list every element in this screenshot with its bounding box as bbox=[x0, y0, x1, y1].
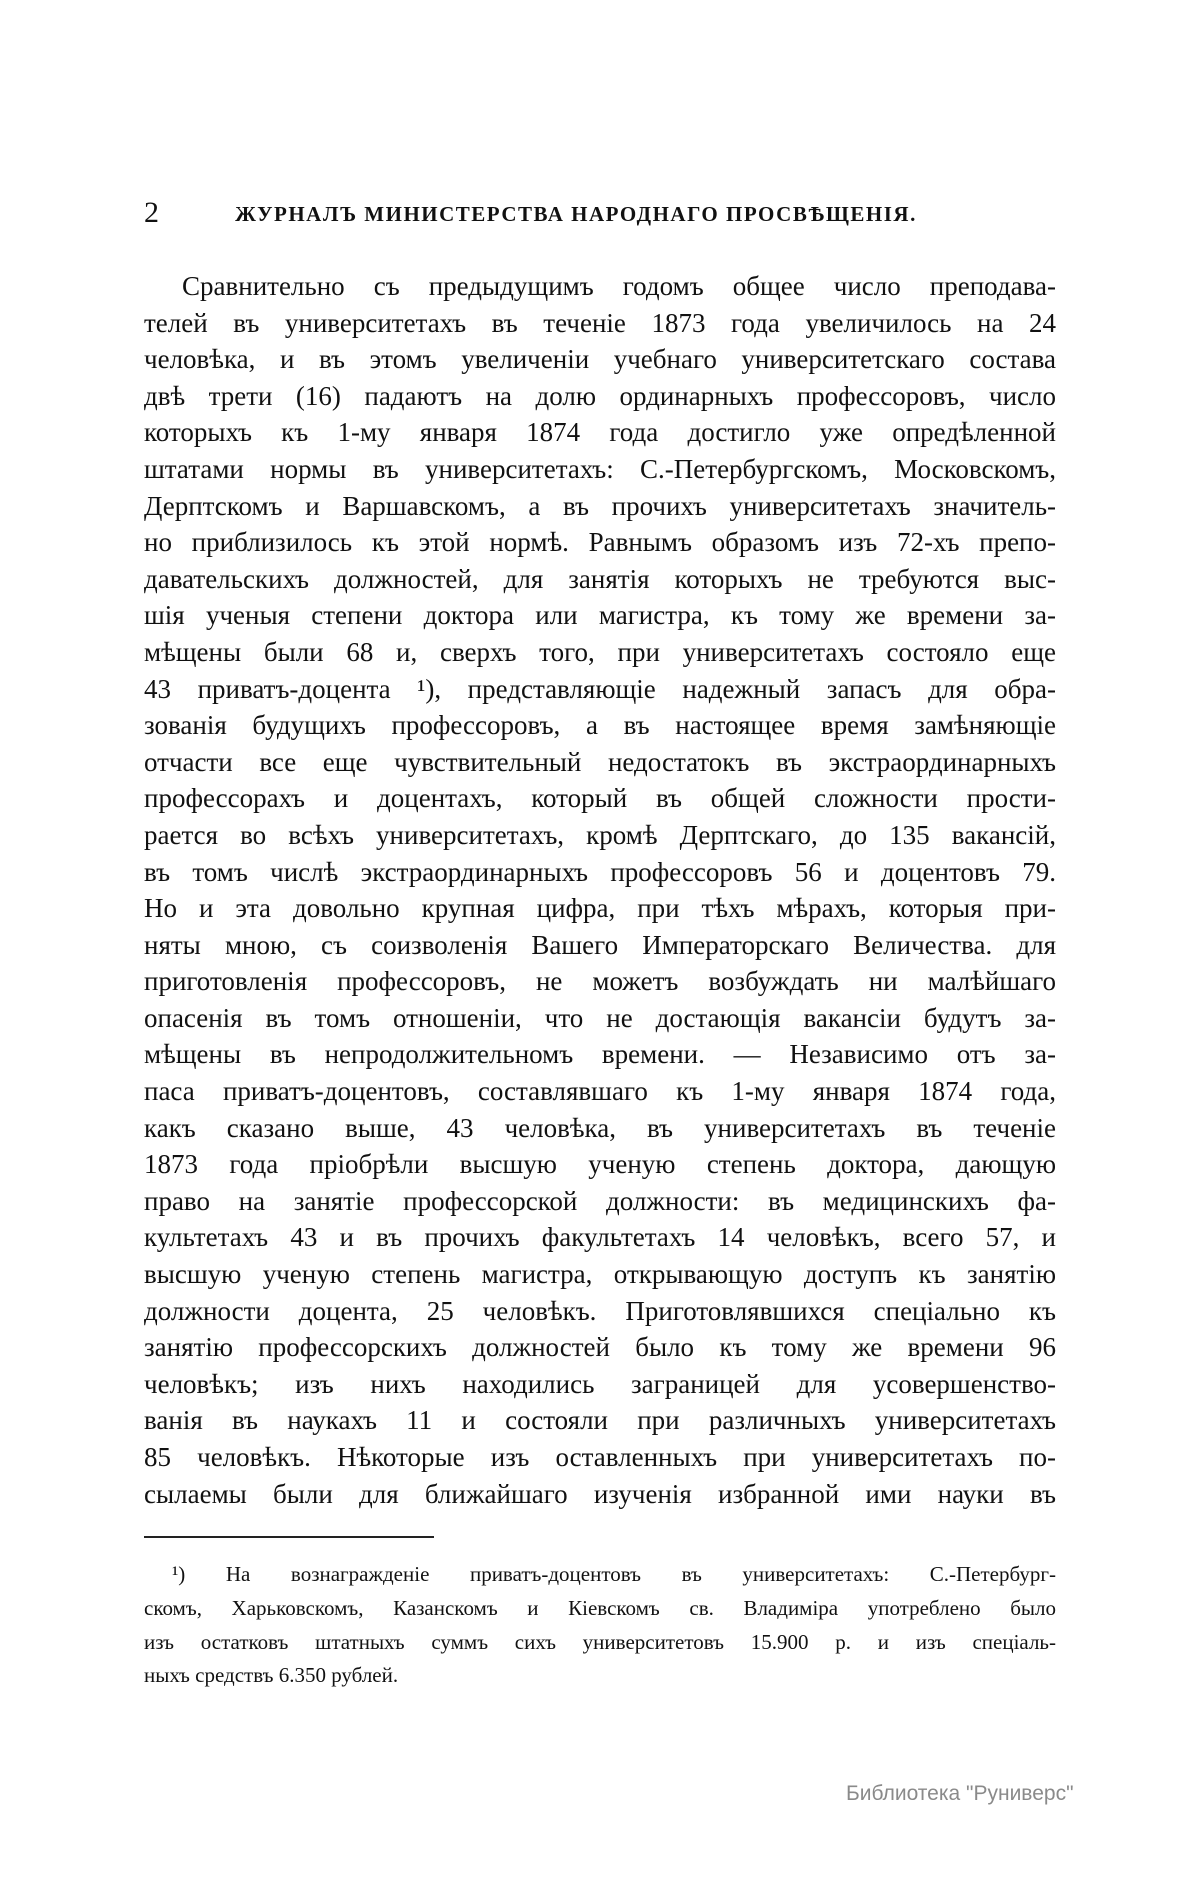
body-line: мѣщены въ непродолжительномъ времени. — Независимо отъ за- bbox=[144, 1039, 1056, 1070]
body-line: Сравнительно съ предыдущимъ годомъ общее число преподава- bbox=[182, 271, 1056, 301]
body-line: культетахъ 43 и въ прочихъ факультетахъ 14 человѣкъ, всего 57, и bbox=[144, 1222, 1056, 1253]
body-line: право на занятіе профессорской должности: въ медицинскихъ фа- bbox=[144, 1185, 1056, 1216]
body-line: опасенія въ томъ отношеніи, что не достающія вакансіи будутъ за- bbox=[144, 1002, 1056, 1033]
body-line: должности доцента, 25 человѣкъ. Приготовлявшихся спеціально къ bbox=[144, 1295, 1056, 1326]
body-line: отчасти все еще чувствительный недостатокъ въ экстраординарныхъ bbox=[144, 746, 1056, 777]
footnote bbox=[144, 1558, 1056, 1693]
footnote-line: ¹) На вознагражденіе приватъ-доцентовъ въ университетахъ: С.-Петербург- bbox=[172, 1562, 1056, 1586]
body-line: которыхъ къ 1-му января 1874 года достигло уже опредѣленной bbox=[144, 417, 1056, 448]
body-line: въ томъ числѣ экстраординарныхъ профессоровъ 56 и доцентовъ 79. bbox=[144, 856, 1056, 887]
body-line: высшую ученую степень магистра, открывающую доступъ къ занятію bbox=[144, 1259, 1056, 1290]
footnote-line: скомъ, Харьковскомъ, Казанскомъ и Кіевскомъ св. Владиміра употреблено было bbox=[144, 1595, 1056, 1620]
library-watermark: Библиотека "Руниверс" bbox=[846, 1782, 1074, 1805]
body-line: приготовленія профессоровъ, не можетъ возбуждать ни малѣйшаго bbox=[144, 966, 1056, 997]
body-line: зованія будущихъ профессоровъ, а въ настоящее время замѣняющіе bbox=[144, 710, 1056, 741]
body-line: ванія въ наукахъ 11 и состояли при различныхъ университетахъ bbox=[144, 1405, 1056, 1436]
footnote-line: изъ остатковъ штатныхъ суммъ сихъ университетовъ 15.900 р. и изъ спеціаль- bbox=[144, 1629, 1056, 1654]
body-line: 43 приватъ-доцента ¹), представляющіе надежный запасъ для обра- bbox=[144, 673, 1056, 704]
body-line: давательскихъ должностей, для занятія которыхъ не требуются выс- bbox=[144, 563, 1056, 594]
body-line: Но и эта довольно крупная цифра, при тѣхъ мѣрахъ, которыя при- bbox=[144, 893, 1056, 924]
body-line: 85 человѣкъ. Нѣкоторые изъ оставленныхъ при университетахъ по- bbox=[144, 1442, 1056, 1472]
footnote-divider bbox=[144, 1536, 434, 1538]
body-line: двѣ трети (16) падаютъ на долю ординарныхъ профессоровъ, число bbox=[144, 380, 1056, 411]
body-line: но приблизилось къ этой нормѣ. Равнымъ образомъ изъ 72-хъ препо- bbox=[144, 527, 1056, 558]
body-line: человѣкъ; изъ нихъ находились заграницей для усовершенство- bbox=[144, 1368, 1056, 1399]
body-line: Дерптскомъ и Варшавскомъ, а въ прочихъ университетахъ значитель- bbox=[144, 490, 1056, 521]
body-line: какъ сказано выше, 43 человѣка, въ университетахъ въ теченіе bbox=[144, 1112, 1056, 1143]
body-text bbox=[144, 268, 1056, 1512]
body-line: рается во всѣхъ университетахъ, кромѣ Дерптскаго, до 135 вакансій, bbox=[144, 819, 1056, 850]
body-line: няты мною, съ соизволенія Вашего Императорскаго Величества. для bbox=[144, 929, 1056, 960]
running-head: ЖУРНАЛЪ МИНИСТЕРСТВА НАРОДНАГО ПРОСВѢЩЕНІЯ. bbox=[235, 202, 917, 226]
body-line: паса приватъ-доцентовъ, составлявшаго къ 1-му января 1874 года, bbox=[144, 1076, 1056, 1107]
body-line: 1873 года пріобрѣли высшую ученую степень доктора, дающую bbox=[144, 1149, 1056, 1180]
body-line: профессорахъ и доцентахъ, который въ общей сложности прости- bbox=[144, 783, 1056, 814]
body-line: штатами нормы въ университетахъ: С.-Петербургскомъ, Московскомъ, bbox=[144, 453, 1056, 484]
body-line: занятію профессорскихъ должностей было къ тому же времени 96 bbox=[144, 1332, 1056, 1363]
body-line: человѣка, и въ этомъ увеличеніи учебнаго университетскаго состава bbox=[144, 344, 1056, 375]
body-line: мѣщены были 68 и, сверхъ того, при университетахъ состояло еще bbox=[144, 636, 1056, 667]
body-line: сылаемы были для ближайшаго изученія избранной ими науки въ bbox=[144, 1478, 1056, 1509]
body-line: телей въ университетахъ въ теченіе 1873 года увеличилось на 24 bbox=[144, 307, 1056, 338]
body-line: шія ученыя степени доктора или магистра, къ тому же времени за- bbox=[144, 600, 1056, 631]
page-number: 2 bbox=[144, 196, 159, 229]
footnote-line: ныхъ средствъ 6.350 рублей. bbox=[144, 1663, 399, 1688]
